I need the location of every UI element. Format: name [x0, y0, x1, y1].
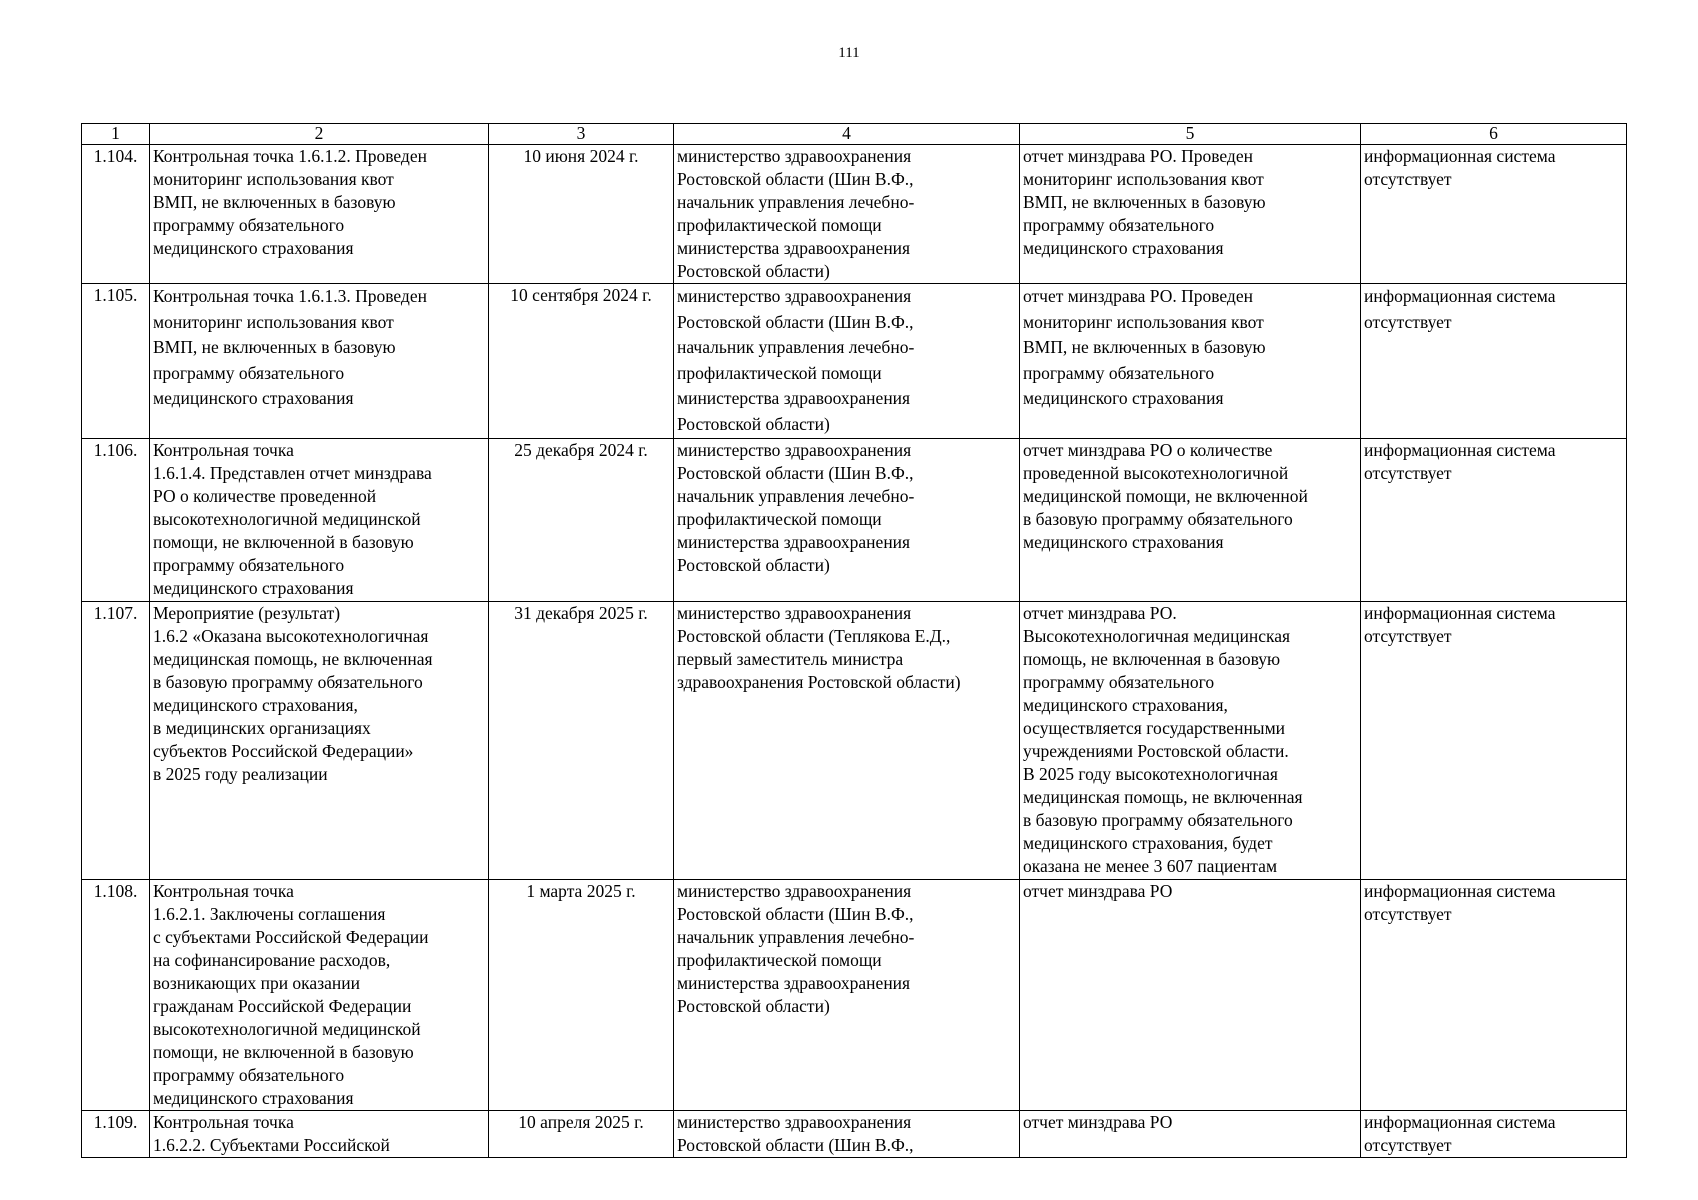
table-row	[82, 1111, 1627, 1158]
header-row	[82, 124, 1627, 145]
system-cell: информационная система отсутствует	[1361, 439, 1627, 602]
date-cell: 31 декабря 2025 г.	[489, 602, 674, 880]
date-cell: 1 марта 2025 г.	[489, 880, 674, 1111]
event-cell: Мероприятие (результат) 1.6.2 «Оказана высокотехнологичная медицинская помощь, не включенная в базовую программу обязательного медицинского страхования, в медицинских организациях субъектов Российской Федерации» в 2025 году реализации	[150, 602, 489, 880]
table-row	[82, 602, 1627, 880]
column-header: 4	[674, 124, 1020, 145]
result-cell: отчет минздрава РО. Проведен мониторинг использования квот ВМП, не включенных в базовую программу обязательного медицинского страхования	[1020, 145, 1361, 284]
system-cell: информационная система отсутствует	[1361, 880, 1627, 1111]
event-cell: Контрольная точка 1.6.1.2. Проведен мониторинг использования квот ВМП, не включенных в базовую программу обязательного медицинского страхования	[150, 145, 489, 284]
page-number: 111	[838, 45, 860, 61]
table-row	[82, 880, 1627, 1111]
event-cell: Контрольная точка 1.6.2.1. Заключены соглашения с субъектами Российской Федерации на софинансирование расходов, возникающих при оказании гражданам Российской Федерации высокотехнологичной медицинской помощи, не включенной в базовую программу обязательного медицинского страхования	[150, 880, 489, 1111]
row-number: 1.104.	[82, 145, 150, 284]
row-number: 1.108.	[82, 880, 150, 1111]
system-cell: информационная система отсутствует	[1361, 1111, 1627, 1158]
responsible-cell: министерство здравоохранения Ростовской области (Шин В.Ф., начальник управления лечебно- профилактической помощи министерства здравоохранения Ростовской области)	[674, 284, 1020, 439]
responsible-cell: министерство здравоохранения Ростовской области (Шин В.Ф.,	[674, 1111, 1020, 1158]
column-header: 5	[1020, 124, 1361, 145]
table-row	[82, 284, 1627, 439]
column-header: 2	[150, 124, 489, 145]
event-cell: Контрольная точка 1.6.1.3. Проведен мониторинг использования квот ВМП, не включенных в базовую программу обязательного медицинского страхования	[150, 284, 489, 439]
table-row	[82, 145, 1627, 284]
system-cell: информационная система отсутствует	[1361, 602, 1627, 880]
result-cell: отчет минздрава РО	[1020, 1111, 1361, 1158]
system-cell: информационная система отсутствует	[1361, 284, 1627, 439]
result-cell: отчет минздрава РО	[1020, 880, 1361, 1111]
result-cell: отчет минздрава РО. Высокотехнологичная медицинская помощь, не включенная в базовую программу обязательного медицинского страхования, осуществляется государственными учреждениями Ростовской области. В 2025 году высокотехнологичная медицинская помощь, не включенная в базовую программу обязательного медицинского страхования, будет оказана не менее 3 607 пациентам	[1020, 602, 1361, 880]
event-cell: Контрольная точка 1.6.2.2. Субъектами Российской	[150, 1111, 489, 1158]
date-cell: 25 декабря 2024 г.	[489, 439, 674, 602]
row-number: 1.106.	[82, 439, 150, 602]
row-number: 1.109.	[82, 1111, 150, 1158]
date-cell: 10 июня 2024 г.	[489, 145, 674, 284]
responsible-cell: министерство здравоохранения Ростовской области (Шин В.Ф., начальник управления лечебно- профилактической помощи министерства здравоохранения Ростовской области)	[674, 439, 1020, 602]
column-header: 3	[489, 124, 674, 145]
row-number: 1.107.	[82, 602, 150, 880]
row-number: 1.105.	[82, 284, 150, 439]
event-cell: Контрольная точка 1.6.1.4. Представлен отчет минздрава РО о количестве проведенной высокотехнологичной медицинской помощи, не включенной в базовую программу обязательного медицинского страхования	[150, 439, 489, 602]
plan-table	[81, 123, 1627, 1158]
result-cell: отчет минздрава РО. Проведен мониторинг использования квот ВМП, не включенных в базовую программу обязательного медицинского страхования	[1020, 284, 1361, 439]
result-cell: отчет минздрава РО о количестве проведенной высокотехнологичной медицинской помощи, не включенной в базовую программу обязательного медицинского страхования	[1020, 439, 1361, 602]
responsible-cell: министерство здравоохранения Ростовской области (Шин В.Ф., начальник управления лечебно- профилактической помощи министерства здравоохранения Ростовской области)	[674, 880, 1020, 1111]
system-cell: информационная система отсутствует	[1361, 145, 1627, 284]
responsible-cell: министерство здравоохранения Ростовской области (Теплякова Е.Д., первый заместитель министра здравоохранения Ростовской области)	[674, 602, 1020, 880]
date-cell: 10 сентября 2024 г.	[489, 284, 674, 439]
column-header: 6	[1361, 124, 1627, 145]
date-cell: 10 апреля 2025 г.	[489, 1111, 674, 1158]
table-row	[82, 439, 1627, 602]
responsible-cell: министерство здравоохранения Ростовской области (Шин В.Ф., начальник управления лечебно- профилактической помощи министерства здравоохранения Ростовской области)	[674, 145, 1020, 284]
column-header: 1	[82, 124, 150, 145]
